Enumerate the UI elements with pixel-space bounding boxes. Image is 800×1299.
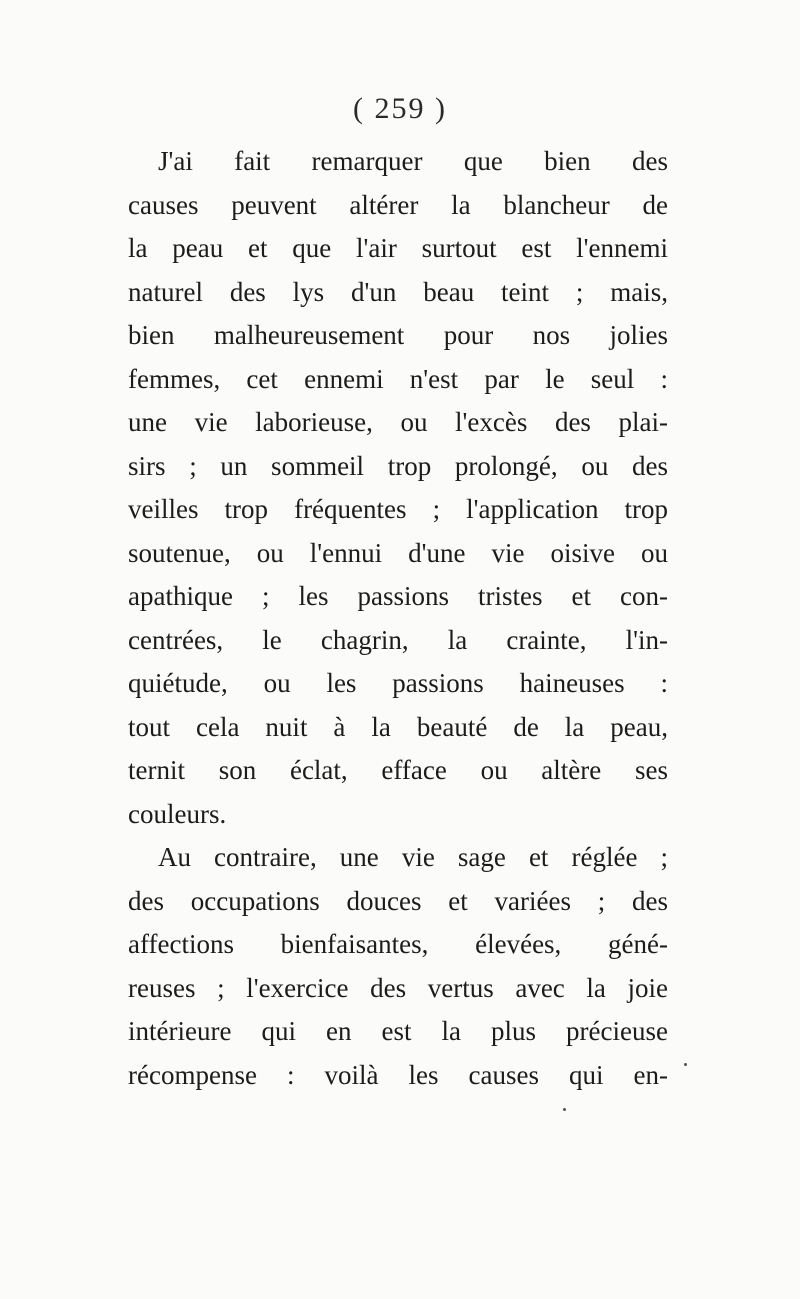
text-line: J'ai fait remarquer que bien des [158,146,668,176]
page-number: ( 259 ) [353,92,447,125]
paragraph-1 [128,140,668,836]
text-line: intérieure qui en est la plus précieuse [128,1016,668,1046]
text-line: quiétude, ou les passions haineuses : [128,668,668,698]
text-line: centrées, le chagrin, la crainte, l'in- [128,624,668,655]
text-line: naturel des lys d'un beau teint ; mais, [128,276,668,307]
ink-speck [684,1063,687,1066]
text-line: tout cela nuit à la beauté de la peau, [128,711,668,742]
text-line: ternit son éclat, efface ou altère ses [128,755,668,785]
text-line: une vie laborieuse, ou l'excès des plai- [128,407,668,437]
text-line: sirs ; un sommeil trop prolongé, ou des [128,450,668,481]
text-line: la peau et que l'air surtout est l'ennemi [128,233,668,263]
text-line: récompense : voilà les causes qui en- [128,1059,668,1090]
text-line: reuses ; l'exercice des vertus avec la joie [128,972,668,1003]
text-line: Au contraire, une vie sage et réglée ; [158,842,668,872]
text-line: veilles trop fréquentes ; l'application trop [128,494,668,524]
text-line: apathique ; les passions tristes et con- [128,581,668,611]
text-line: couleurs. [128,798,227,829]
text-body [128,140,668,1097]
paragraph-2 [128,836,668,1097]
text-line: affections bienfaisantes, élevées, géné- [128,929,668,959]
text-line: soutenue, ou l'ennui d'une vie oisive ou [128,537,668,568]
text-line: femmes, cet ennemi n'est par le seul : [128,363,668,394]
text-line: bien malheureusement pour nos jolies [128,320,668,350]
text-line: des occupations douces et variées ; des [128,885,668,916]
ink-speck [563,1108,566,1111]
text-line: causes peuvent altérer la blancheur de [128,189,668,220]
